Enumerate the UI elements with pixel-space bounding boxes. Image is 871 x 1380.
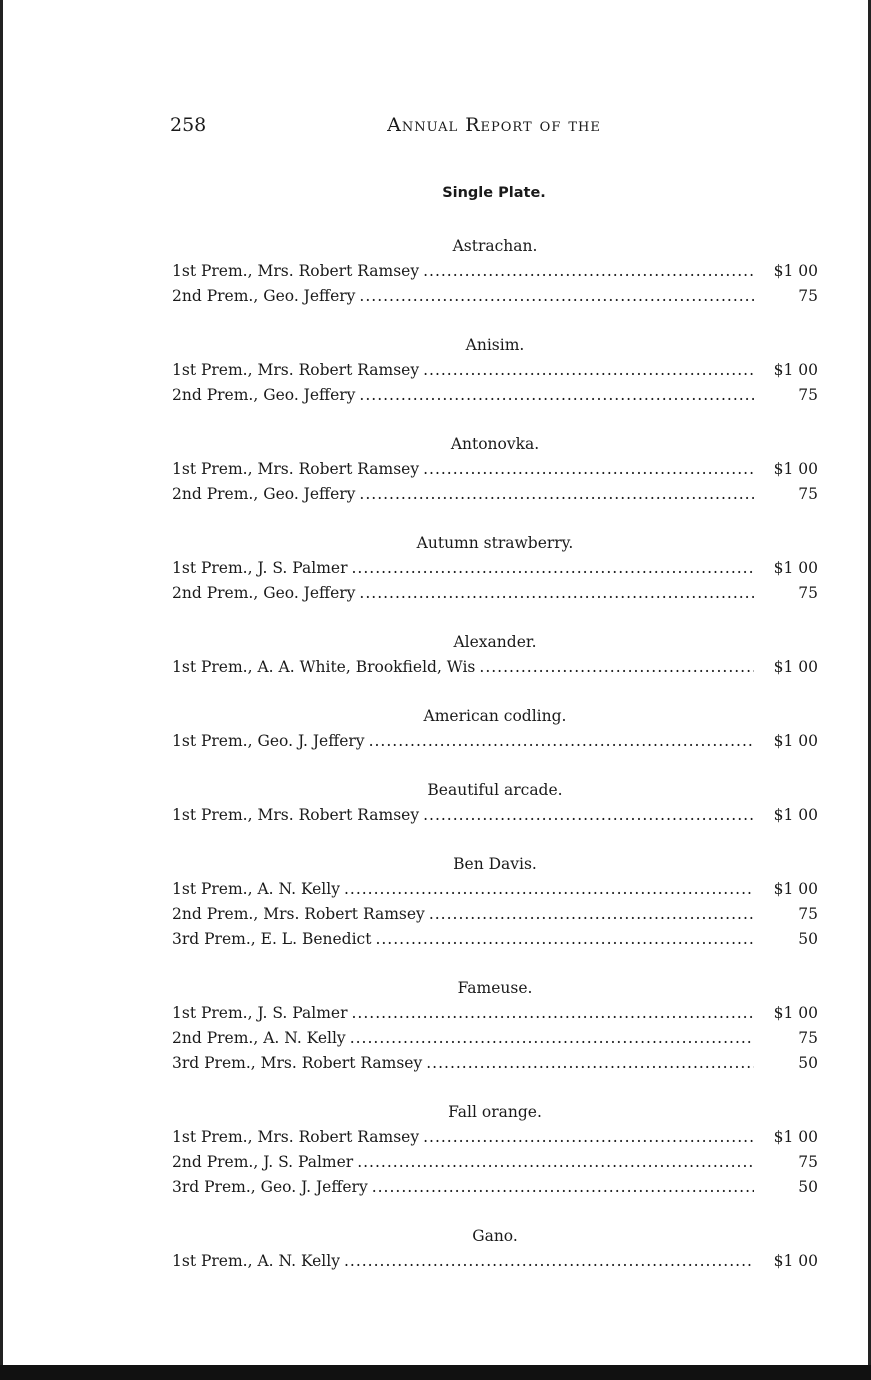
premium-entry [172,259,818,284]
winner-name: Mrs. Robert Ramsey [257,361,420,379]
winner-name: Geo. J. Jeffery [257,732,365,750]
dot-leader [426,1051,754,1076]
premium-amount: $1 00 [773,1252,818,1270]
dot-leader [423,1125,754,1150]
prize-rank: 2nd Prem., [172,287,259,305]
prize-rank: 1st Prem., [172,1252,253,1270]
entry-label [172,902,425,927]
variety-name: Anisim. [465,336,525,354]
winner-name: Geo. Jeffery [263,386,356,404]
entry-label [172,1249,340,1274]
variety-block [172,531,818,606]
premium-list [172,234,818,1298]
prize-rank: 2nd Prem., [172,485,259,503]
entry-label [172,383,355,408]
premium-amount: $1 00 [773,460,818,478]
premium-entry [172,457,818,482]
premium-entry [172,1125,818,1150]
variety-block [172,778,818,828]
premium-amount: 75 [798,584,818,602]
winner-name: J. S. Palmer [257,1004,348,1022]
prize-rank: 3rd Prem., [172,1054,256,1072]
dot-leader [479,655,754,680]
dot-leader [423,803,754,828]
variety-name: Fameuse. [457,979,533,997]
variety-block [172,1224,818,1274]
prize-rank: 2nd Prem., [172,905,259,923]
premium-amount: $1 00 [773,262,818,280]
variety-name: Ben Davis. [453,855,537,873]
premium-amount: 75 [798,386,818,404]
premium-entry [172,902,818,927]
premium-amount: 50 [798,1054,818,1072]
variety-name: Alexander. [453,633,537,651]
dot-leader [359,383,754,408]
premium-amount: 75 [798,905,818,923]
prize-rank: 1st Prem., [172,658,253,676]
premium-entry [172,729,818,754]
prize-rank: 1st Prem., [172,1004,253,1022]
premium-amount: $1 00 [773,806,818,824]
variety-name: Antonovka. [450,435,540,453]
premium-entry [172,1001,818,1026]
premium-entry [172,1051,818,1076]
dot-leader [369,729,754,754]
winner-name: Geo. J. Jeffery [260,1178,368,1196]
winner-name: E. L. Benedict [260,930,372,948]
variety-name: Astrachan. [452,237,538,255]
dot-leader [359,482,754,507]
entry-label [172,1175,368,1200]
premium-amount: $1 00 [773,1128,818,1146]
dot-leader [357,1150,754,1175]
variety-block [172,234,818,309]
entry-label [172,581,355,606]
entry-label [172,803,419,828]
premium-entry [172,877,818,902]
entry-label [172,1051,422,1076]
winner-name: J. S. Palmer [263,1153,354,1171]
prize-rank: 3rd Prem., [172,1178,256,1196]
winner-name: A. N. Kelly [263,1029,346,1047]
prize-rank: 1st Prem., [172,880,253,898]
entry-label [172,1026,346,1051]
winner-name: A. A. White, Brookfield, Wis [257,658,476,676]
entry-label [172,259,419,284]
winner-name: Mrs. Robert Ramsey [257,460,420,478]
dot-leader [351,556,754,581]
entry-label [172,1125,419,1150]
entry-label [172,1150,353,1175]
dot-leader [350,1026,754,1051]
prize-rank: 1st Prem., [172,806,253,824]
variety-block [172,1100,818,1200]
entry-label [172,877,340,902]
variety-block [172,852,818,952]
dot-leader [344,877,754,902]
premium-amount: 75 [798,1029,818,1047]
premium-entry [172,383,818,408]
premium-entry [172,284,818,309]
winner-name: Mrs. Robert Ramsey [263,905,425,923]
premium-amount: 50 [798,1178,818,1196]
winner-name: Mrs. Robert Ramsey [260,1054,423,1072]
entry-label [172,556,347,581]
prize-rank: 1st Prem., [172,361,253,379]
winner-name: J. S. Palmer [257,559,348,577]
entry-label [172,482,355,507]
page-header [170,114,818,140]
premium-entry [172,1249,818,1274]
entry-label [172,284,355,309]
dot-leader [351,1001,754,1026]
dot-leader [344,1249,754,1274]
premium-entry [172,482,818,507]
prize-rank: 2nd Prem., [172,1029,259,1047]
premium-amount: 75 [798,1153,818,1171]
prize-rank: 1st Prem., [172,460,253,478]
dot-leader [359,581,754,606]
variety-block [172,976,818,1076]
premium-amount: $1 00 [773,732,818,750]
premium-amount: 75 [798,485,818,503]
variety-name: American codling. [423,707,567,725]
dot-leader [423,358,754,383]
variety-name: Fall orange. [448,1103,542,1121]
variety-block [172,630,818,680]
prize-rank: 2nd Prem., [172,1153,259,1171]
left-page-edge [0,0,3,1365]
premium-entry [172,1175,818,1200]
entry-label [172,729,365,754]
bottom-scan-edge [0,1365,871,1380]
prize-rank: 1st Prem., [172,559,253,577]
premium-amount: $1 00 [773,880,818,898]
dot-leader [423,457,754,482]
winner-name: Mrs. Robert Ramsey [257,806,420,824]
winner-name: Mrs. Robert Ramsey [257,262,420,280]
prize-rank: 1st Prem., [172,1128,253,1146]
variety-name: Beautiful arcade. [427,781,563,799]
winner-name: Geo. Jeffery [263,584,356,602]
dot-leader [375,927,754,952]
dot-leader [359,284,754,309]
premium-entry [172,581,818,606]
dot-leader [423,259,754,284]
premium-entry [172,1026,818,1051]
variety-block [172,333,818,408]
premium-entry [172,803,818,828]
entry-label [172,655,475,680]
entry-label [172,927,371,952]
premium-entry [172,1150,818,1175]
premium-amount: $1 00 [773,361,818,379]
variety-block [172,432,818,507]
prize-rank: 1st Prem., [172,732,253,750]
entry-label [172,457,419,482]
variety-name: Gano. [472,1227,518,1245]
prize-rank: 2nd Prem., [172,584,259,602]
premium-amount: $1 00 [773,658,818,676]
prize-rank: 3rd Prem., [172,930,256,948]
prize-rank: 2nd Prem., [172,386,259,404]
entry-label [172,358,419,383]
winner-name: Geo. Jeffery [263,485,356,503]
premium-amount: 50 [798,930,818,948]
premium-entry [172,655,818,680]
winner-name: A. N. Kelly [257,1252,340,1270]
premium-amount: 75 [798,287,818,305]
section-title: Single Plate. [442,185,546,201]
dot-leader [429,902,754,927]
premium-amount: $1 00 [773,559,818,577]
premium-amount: $1 00 [773,1004,818,1022]
dot-leader [372,1175,754,1200]
premium-entry [172,358,818,383]
prize-rank: 1st Prem., [172,262,253,280]
page-number: 258 [170,114,207,136]
variety-name: Autumn strawberry. [416,534,574,552]
running-head: Annual Report of the [387,114,601,136]
variety-block [172,704,818,754]
entry-label [172,1001,347,1026]
winner-name: A. N. Kelly [257,880,340,898]
winner-name: Geo. Jeffery [263,287,356,305]
premium-entry [172,556,818,581]
winner-name: Mrs. Robert Ramsey [257,1128,420,1146]
premium-entry [172,927,818,952]
